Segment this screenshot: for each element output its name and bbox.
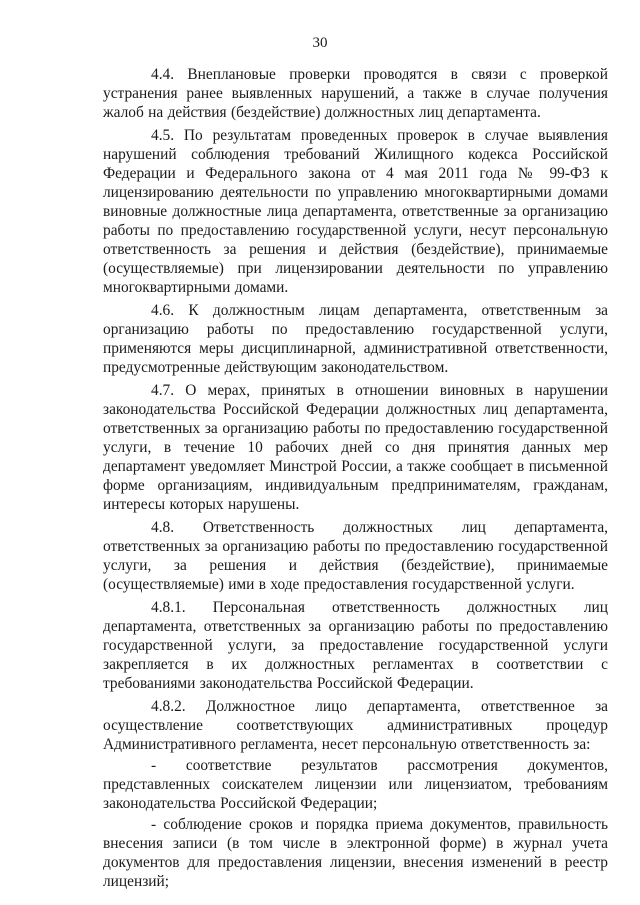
- page-number: 30: [312, 35, 328, 51]
- paragraph-4-8: 4.8. Ответственность должностных лиц департамента, ответственных за организацию работы по предоставлению государственной услуги, за решения и действия (бездействие), принимаемые (осуществляемые) ими в ходе предоставления государственной услуги.: [103, 519, 608, 593]
- paragraph-4-5: 4.5. По результатам проведенных проверок в случае выявления нарушений соблюдения требований Жилищного кодекса Российской Федерации и Федерального закона от 4 мая 2011 года № 99-ФЗ к лицензированию деятельности по управлению многоквартирными домами виновные должностные лица департамента, ответственные за организацию работы по предоставлению государственной услуги, несут персональную ответственность за решения и действия (бездействие), принимаемые (осуществляемые) при лицензировании деятельности по управлению многоквартирными домами.: [103, 127, 608, 296]
- paragraph-4-8-1: 4.8.1. Персональная ответственность должностных лиц департамента, ответственных за организацию работы по предоставлению государственной услуги, за предоставление государственной услуги закрепляется в их должностных регламентах в соответствии с требованиями законодательства Российской Федерации.: [103, 599, 608, 692]
- paragraph-4-6: 4.6. К должностным лицам департамента, ответственным за организацию работы по предоставлению государственной услуги, применяются меры дисциплинарной, административной ответственности, предусмотренные действующим законодательством.: [103, 302, 608, 376]
- paragraph-4-8-2: 4.8.2. Должностное лицо департамента, ответственное за осуществление соответствующих административных процедур Административного регламента, несет персональную ответственность за:: [103, 698, 608, 753]
- list-item-compliance: - соответствие результатов рассмотрения документов, представленных соискателем лицензии или лицензиатом, требованиям законодательства Российской Федерации;: [103, 757, 608, 812]
- list-item-deadlines: - соблюдение сроков и порядка приема документов, правильность внесения записи (в том числе в электронной форме) в журнал учета документов для предоставления лицензии, внесения изменений в реестр лицензий;: [103, 816, 608, 890]
- paragraph-4-4: 4.4. Внеплановые проверки проводятся в связи с проверкой устранения ранее выявленных нарушений, а также в случае получения жалоб на действия (бездействие) должностных лиц департамента.: [103, 66, 608, 121]
- document-body: [103, 65, 608, 893]
- paragraph-4-7: 4.7. О мерах, принятых в отношении виновных в нарушении законодательства Российской Федерации должностных лиц департамента, ответственных за организацию работы по предоставлению государственной услуги, в течение 10 рабочих дней со дня принятия данных мер департамент уведомляет Минстрой России, а также сообщает в письменной форме организациям, индивидуальным предпринимателям, гражданам, интересы которых нарушены.: [103, 382, 608, 513]
